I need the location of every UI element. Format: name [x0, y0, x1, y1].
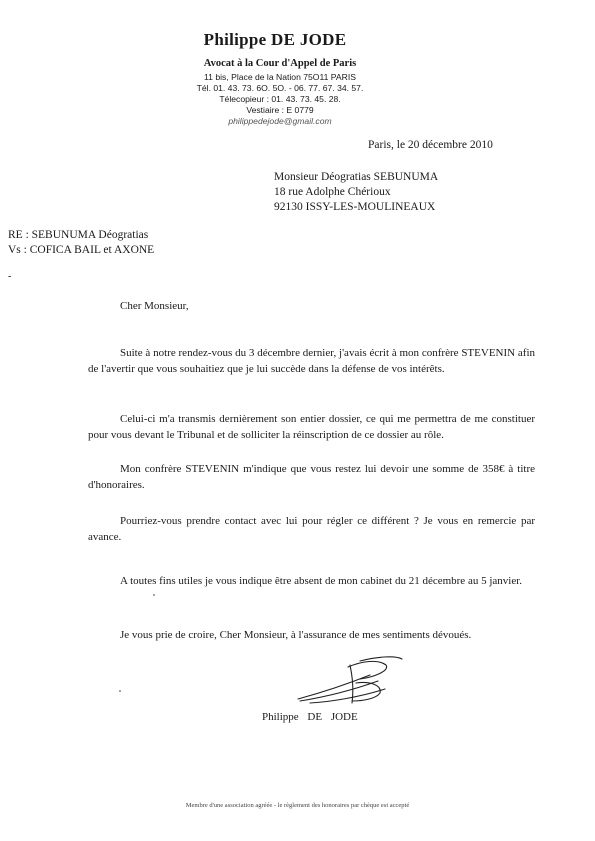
handwritten-signature [290, 655, 410, 710]
letterhead-name: Philippe DE JODE [203, 30, 347, 49]
paragraph-5-text: A toutes fins utiles je vous indique être absent de mon cabinet du 21 décembre au 5 janvier. [120, 575, 523, 587]
letterhead-title: Avocat à la Cour d'Appel de Paris [203, 58, 357, 69]
closing-text: Je vous prie de croire, Cher Monsieur, à l'assurance de mes sentiments dévoués. [120, 629, 472, 641]
recipient-street: 18 rue Adolphe Chérioux [274, 186, 391, 198]
letterhead-address: 11 bis, Place de la Nation 75O11 PARIS [204, 72, 356, 82]
paragraph-4 [88, 514, 535, 545]
paragraph-3-text: Mon confrère STEVENIN m'indique que vous restez lui devoir une somme de 358€ à titre d'honoraires. [88, 463, 535, 491]
paragraph-1 [88, 346, 535, 377]
paragraph-2 [88, 412, 535, 443]
letterhead-fax: Télecopieur : 01. 43. 73. 45. 28. [219, 94, 341, 104]
letterhead-vestiaire: Vestiaire : E 0779 [246, 105, 314, 115]
letterhead-phone: Tél. 01. 43. 73. 6O. 5O. - 06. 77. 67. 34. 57. [196, 83, 364, 93]
letterhead-email: philippedejode@gmail.com [228, 116, 332, 126]
footer-note: Membre d'une association agréée - le règlement des honoraires par chèque est accepté [185, 802, 410, 809]
closing-paragraph [88, 628, 535, 644]
paragraph-2-text: Celui-ci m'a transmis dernièrement son entier dossier, ce qui me permettra de me constituer pour vous devant le Tribunal et de solliciter la réinscription de ce dossier au rôle. [88, 413, 535, 441]
reference-dash: - [8, 271, 12, 282]
scan-speck [153, 594, 155, 596]
recipient-name: Monsieur Déogratias SEBUNUMA [274, 171, 439, 183]
salutation: Cher Monsieur, [120, 300, 189, 312]
reference-re: RE : SEBUNUMA Déogratias [8, 229, 149, 241]
recipient-city: 92130 ISSY-LES-MOULINEAUX [274, 201, 436, 213]
letter-date: Paris, le 20 décembre 2010 [368, 139, 493, 151]
paragraph-3 [88, 462, 535, 493]
paragraph-1-text: Suite à notre rendez-vous du 3 décembre dernier, j'avais écrit à mon confrère STEVENIN afin de l'avertir que vous souhaitiez que je lui succède dans la défense de vos intérêts. [88, 347, 535, 375]
reference-vs: Vs : COFICA BAIL et AXONE [8, 244, 155, 256]
scan-speck [119, 690, 121, 692]
paragraph-4-text: Pourriez-vous prendre contact avec lui pour régler ce différent ? Je vous en remercie par avance. [88, 515, 535, 543]
signature-name: Philippe DE JODE [262, 711, 358, 723]
paragraph-5 [88, 574, 535, 590]
